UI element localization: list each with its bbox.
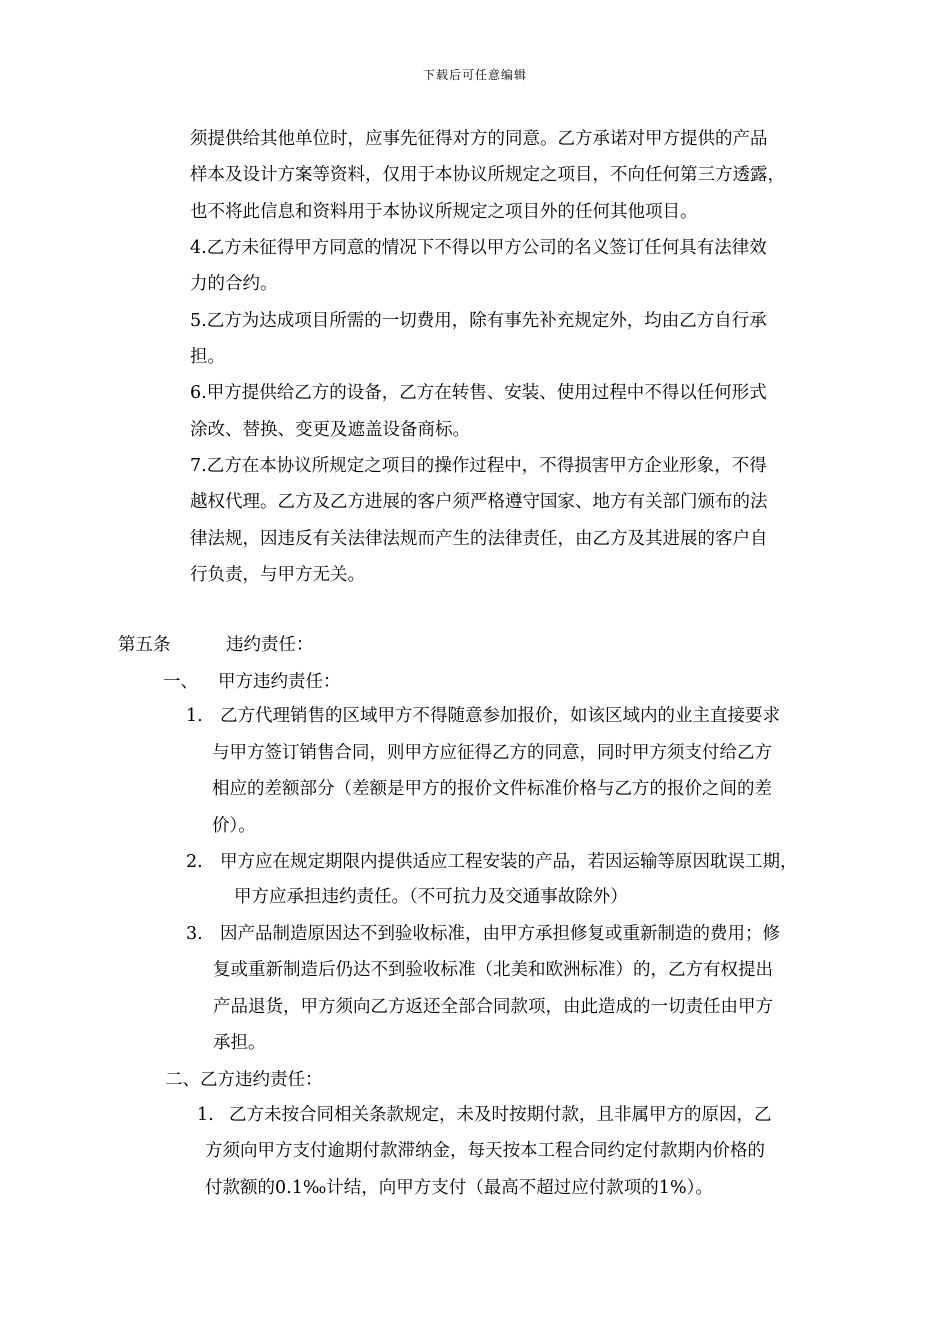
item-line: 产品退货，甲方须向乙方返还全部合同款项，由此造成的一切责任由甲方 — [213, 997, 773, 1017]
item-line: 价）。 — [212, 816, 256, 836]
item-line: 承担。 — [213, 1033, 266, 1053]
item-line: 复或重新制造后仍达不到验收标准（北美和欧洲标准）的，乙方有权提出 — [213, 960, 773, 980]
section-1-marker: 一、 — [163, 672, 198, 692]
body-line: 样本及设计方案等资料，仅用于本协议所规定之项目，不向任何第三方透露， — [190, 165, 785, 185]
item-line: 乙方未按合同相关条款规定，未及时按期付款，且非属甲方的原因，乙 — [229, 1105, 772, 1125]
article-number: 第五条 — [118, 635, 171, 655]
section-1-title: 甲方违约责任： — [218, 672, 341, 692]
item-marker: 3. — [186, 924, 203, 944]
clause-5-line: 5.乙方为达成项目所需的一切费用，除有事先补充规定外，均由乙方自行承 — [190, 311, 767, 331]
item-line: 甲方应承担违约责任。（不可抗力及交通事故除外） — [234, 887, 628, 907]
item-line: 乙方代理销售的区域甲方不得随意参加报价，如该区域内的业主直接要求 — [220, 706, 780, 726]
clause-7-line: 律法规，因违反有关法律法规而产生的法律责任，由乙方及其进展的客户自 — [190, 529, 768, 549]
item-line: 因产品制造原因达不到验收标准，由甲方承担修复或重新制造的费用；修 — [220, 924, 780, 944]
body-line: 须提供给其他单位时，应事先征得对方的同意。乙方承诺对甲方提供的产品 — [190, 129, 768, 149]
clause-7-line: 7.乙方在本协议所规定之项目的操作过程中，不得损害甲方企业形象，不得 — [190, 456, 767, 476]
article-title: 违约责任： — [226, 635, 314, 655]
item-line: 相应的差额部分（差额是甲方的报价文件标准价格与乙方的报价之间的差 — [212, 779, 772, 799]
clause-7-line: 行负责，与甲方无关。 — [190, 565, 365, 585]
body-line: 也不将此信息和资料用于本协议所规定之项目外的任何其他项目。 — [190, 202, 698, 222]
clause-5-line: 担。 — [190, 347, 225, 367]
clause-6-line: 涂改、替换、变更及遮盖设备商标。 — [190, 420, 470, 440]
item-marker: 1. — [186, 706, 203, 726]
clause-4-line: 4.乙方未征得甲方同意的情况下不得以甲方公司的名义签订任何具有法律效 — [190, 238, 767, 258]
page-header: 下载后可任意编辑 — [422, 68, 527, 82]
item-line: 方须向甲方支付逾期付款滞纳金，每天按本工程合同约定付款期内价格的 — [205, 1141, 765, 1161]
clause-4-line: 力的合约。 — [190, 274, 278, 294]
item-line: 付款额的0.1‰计结，向甲方支付（最高不超过应付款项的1%）。 — [205, 1178, 713, 1198]
section-2-heading: 二、乙方违约责任： — [165, 1070, 323, 1090]
item-marker: 1. — [197, 1105, 214, 1125]
item-line: 甲方应在规定期限内提供适应工程安装的产品，若因运输等原因耽误工期， — [220, 852, 798, 872]
clause-7-line: 越权代理。乙方及乙方进展的客户须严格遵守国家、地方有关部门颁布的法 — [190, 492, 768, 512]
item-marker: 2. — [186, 852, 203, 872]
item-line: 与甲方签订销售合同，则甲方应征得乙方的同意，同时甲方须支付给乙方 — [212, 743, 772, 763]
clause-6-line: 6.甲方提供给乙方的设备，乙方在转售、安装、使用过程中不得以任何形式 — [190, 383, 767, 403]
